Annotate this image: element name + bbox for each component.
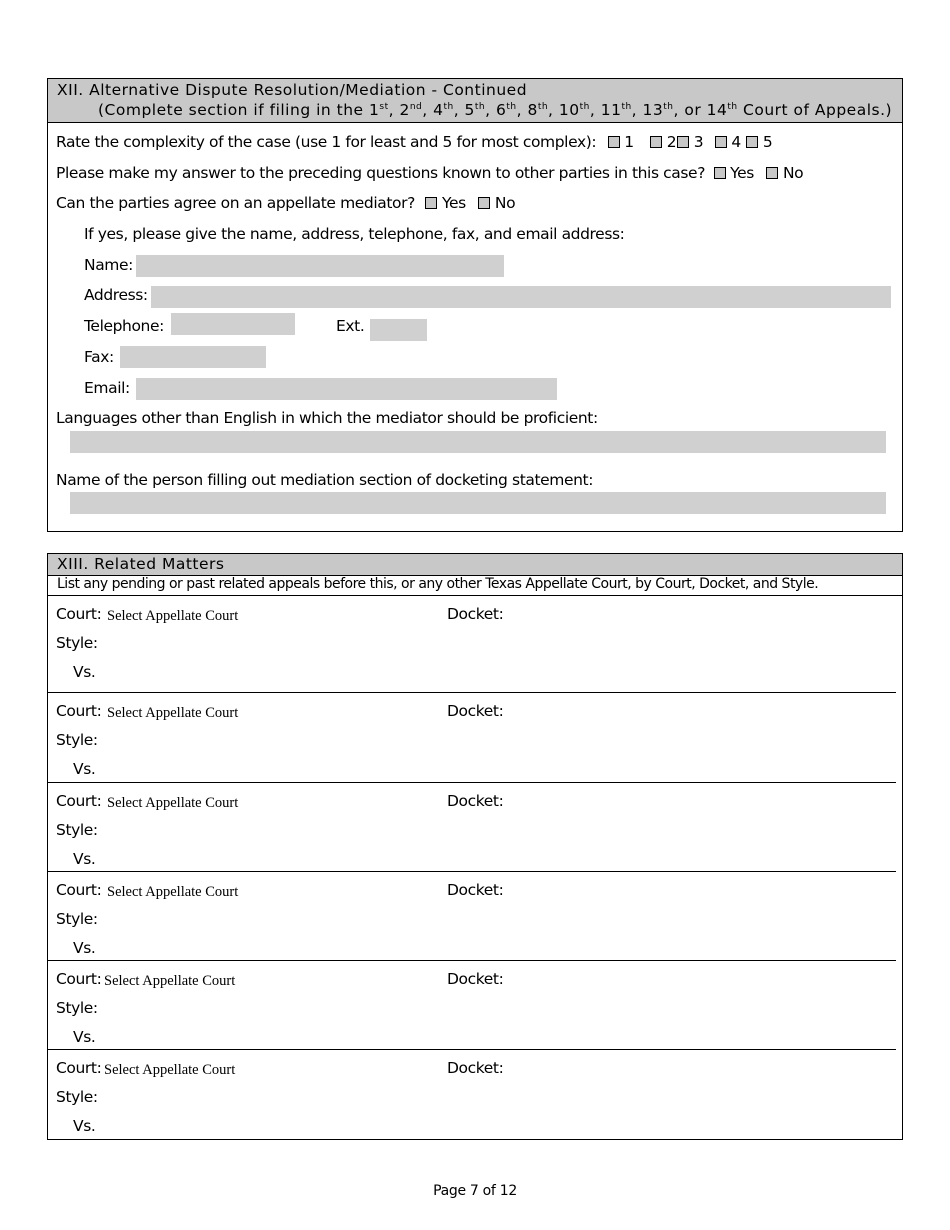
languages-field[interactable] <box>70 431 886 453</box>
vs-label: Vs. <box>73 1117 96 1135</box>
related-matter-entry <box>48 960 896 1050</box>
complexity-checkbox-3[interactable] <box>677 136 689 148</box>
person-name-field[interactable] <box>70 492 886 514</box>
ext-label: Ext. <box>336 317 365 335</box>
docket-label: Docket: <box>447 702 504 720</box>
complexity-option-3: 3 <box>693 133 704 151</box>
email-label: Email: <box>84 379 130 397</box>
mediator-telephone-field[interactable] <box>171 313 295 335</box>
section-header <box>48 554 902 576</box>
fax-label: Fax: <box>84 348 114 366</box>
related-matters-section <box>47 553 903 1140</box>
vs-label: Vs. <box>73 663 96 681</box>
vs-label: Vs. <box>73 939 96 957</box>
known-no-label: No <box>782 164 804 182</box>
mediator-address-field[interactable] <box>151 286 891 308</box>
if-yes-label: If yes, please give the name, address, telephone, fax, and email address: <box>84 225 625 243</box>
vs-label: Vs. <box>73 850 96 868</box>
known-label: Please make my answer to the preceding questions known to other parties in this case? <box>56 164 706 182</box>
style-label: Style: <box>56 821 98 839</box>
name-label: Name: <box>84 256 133 274</box>
agree-no-label: No <box>494 194 516 212</box>
complexity-checkbox-4[interactable] <box>715 136 727 148</box>
agree-no-checkbox[interactable] <box>478 197 490 209</box>
section-header <box>48 79 902 123</box>
court-label: Court: <box>56 605 102 623</box>
address-label: Address: <box>84 286 148 304</box>
complexity-option-1: 1 <box>624 133 634 151</box>
docket-label: Docket: <box>447 605 504 623</box>
complexity-label: Rate the complexity of the case (use 1 for least and 5 for most complex): <box>56 133 597 151</box>
court-select[interactable]: Select Appellate Court <box>104 1062 236 1078</box>
complexity-checkbox-1[interactable] <box>608 136 620 148</box>
complexity-checkbox-5[interactable] <box>746 136 758 148</box>
agree-yes-label: Yes <box>442 194 466 212</box>
agree-yes-checkbox[interactable] <box>425 197 437 209</box>
agree-label: Can the parties agree on an appellate mediator? <box>56 194 415 212</box>
style-label: Style: <box>56 634 98 652</box>
complexity-option-4: 4 <box>731 133 741 151</box>
complexity-option-2: 2 <box>666 133 677 151</box>
court-label: Court: <box>56 702 102 720</box>
known-no-checkbox[interactable] <box>766 167 778 179</box>
court-select[interactable]: Select Appellate Court <box>107 795 239 811</box>
complexity-row <box>56 132 772 152</box>
court-label: Court: <box>56 881 102 899</box>
complexity-checkbox-2[interactable] <box>650 136 662 148</box>
known-yes-checkbox[interactable] <box>714 167 726 179</box>
mediator-email-field[interactable] <box>136 378 557 400</box>
court-label: Court: <box>56 970 102 988</box>
style-label: Style: <box>56 910 98 928</box>
mediator-ext-field[interactable] <box>370 319 427 341</box>
telephone-label: Telephone: <box>84 317 164 335</box>
section-subtitle: (Complete section if filing in the 1st, 2nd, 4th, 5th, 6th, 8th, 10th, 11th, 13th, or 14th Court of Appeals.) <box>98 101 893 119</box>
docket-label: Docket: <box>447 970 504 988</box>
style-label: Style: <box>56 1088 98 1106</box>
court-label: Court: <box>56 1059 102 1077</box>
section-instructions: List any pending or past related appeals before this, or any other Texas Appellate Court, by Court, Docket, and Style. <box>48 575 902 596</box>
court-select[interactable]: Select Appellate Court <box>104 973 236 989</box>
court-select[interactable]: Select Appellate Court <box>107 884 239 900</box>
person-label: Name of the person filling out mediation section of docketing statement: <box>56 471 594 489</box>
docket-label: Docket: <box>447 881 504 899</box>
languages-label: Languages other than English in which the mediator should be proficient: <box>56 409 598 427</box>
related-matter-entry <box>48 1049 896 1139</box>
agree-row <box>56 193 515 213</box>
mediator-fax-field[interactable] <box>120 346 266 368</box>
related-matter-entry <box>48 596 896 685</box>
known-yes-label: Yes <box>730 164 754 182</box>
vs-label: Vs. <box>73 1028 96 1046</box>
court-select[interactable]: Select Appellate Court <box>107 705 239 721</box>
style-label: Style: <box>56 731 98 749</box>
section-title: XII. Alternative Dispute Resolution/Mediation - Continued <box>57 81 528 99</box>
section-title: XIII. Related Matters <box>57 555 225 573</box>
known-row <box>56 163 803 183</box>
related-matter-entry <box>48 692 896 782</box>
vs-label: Vs. <box>73 760 96 778</box>
court-label: Court: <box>56 792 102 810</box>
mediator-name-field[interactable] <box>136 255 504 277</box>
style-label: Style: <box>56 999 98 1017</box>
docket-label: Docket: <box>447 1059 504 1077</box>
docket-label: Docket: <box>447 792 504 810</box>
related-matter-entry <box>48 782 896 872</box>
complexity-option-5: 5 <box>762 133 773 151</box>
related-matter-entry <box>48 871 896 961</box>
court-select[interactable]: Select Appellate Court <box>107 608 239 624</box>
page-number: Page 7 of 12 <box>433 1183 517 1199</box>
mediation-section <box>47 78 903 532</box>
